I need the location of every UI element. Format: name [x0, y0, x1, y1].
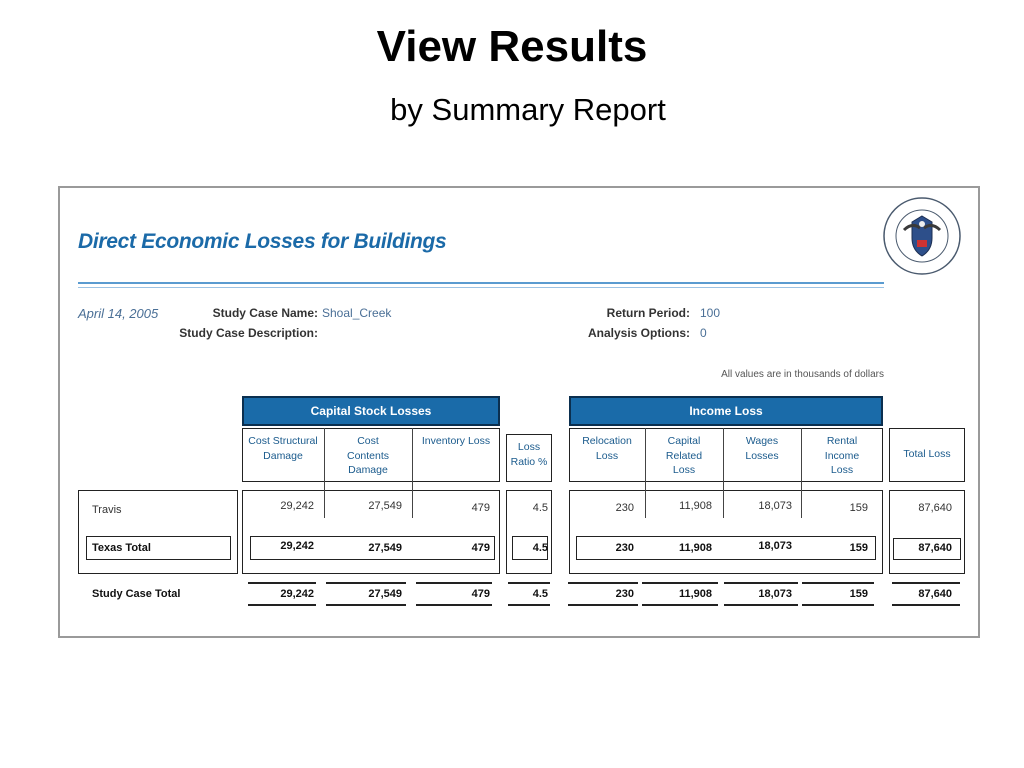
- total-top-line: [642, 582, 718, 584]
- total-top-line: [326, 582, 406, 584]
- income-loss-header: Income Loss: [569, 396, 883, 426]
- total-top-line: [802, 582, 874, 584]
- return-period-value: 100: [700, 306, 721, 320]
- texas-wages: 18,073: [758, 540, 792, 552]
- col-loss-ratio: Loss Ratio %: [510, 441, 548, 468]
- total-bottom-line: [892, 604, 960, 606]
- col-inventory-loss: Inventory Loss: [421, 435, 491, 447]
- study-rental: 159: [849, 588, 868, 600]
- travis-contents: 27,549: [368, 500, 402, 512]
- total-bottom-line: [416, 604, 492, 606]
- total-top-line: [508, 582, 550, 584]
- total-top-line: [416, 582, 492, 584]
- texas-capital-related: 11,908: [678, 542, 712, 554]
- travis-wages: 18,073: [758, 500, 792, 512]
- slide-subtitle: by Summary Report: [390, 92, 666, 127]
- col-divider: [723, 428, 724, 518]
- row-label-box: [78, 490, 238, 574]
- col-divider: [324, 428, 325, 518]
- total-top-line: [568, 582, 638, 584]
- study-case-description-label: Study Case Description:: [179, 326, 318, 340]
- row-label-texas-total: Texas Total: [92, 542, 151, 554]
- report-date: April 14, 2005: [78, 306, 159, 321]
- title-rule-thin: [78, 287, 884, 288]
- col-wages-losses: Wages Losses: [745, 435, 779, 462]
- col-divider: [801, 428, 802, 518]
- return-period-label: Return Period:: [606, 306, 690, 320]
- study-case-name-label: Study Case Name:: [212, 306, 318, 320]
- report-title: Direct Economic Losses for Buildings: [78, 230, 447, 253]
- study-relocation: 230: [615, 588, 634, 600]
- analysis-options-label: Analysis Options:: [587, 326, 690, 340]
- capital-stock-losses-header: Capital Stock Losses: [242, 396, 500, 426]
- units-note: All values are in thousands of dollars: [721, 369, 884, 380]
- total-top-line: [724, 582, 798, 584]
- total-bottom-line: [508, 604, 550, 606]
- row-label-study-case-total: Study Case Total: [92, 588, 181, 600]
- dhs-seal-icon: [882, 196, 962, 276]
- col-cost-structural-damage: Cost Structural Damage: [248, 435, 318, 462]
- total-bottom-line: [326, 604, 406, 606]
- travis-relocation: 230: [615, 502, 634, 514]
- total-bottom-line: [568, 604, 638, 606]
- texas-total: 87,640: [918, 542, 952, 554]
- title-rule: [78, 282, 884, 284]
- texas-relocation: 230: [615, 542, 634, 554]
- total-bottom-line: [724, 604, 798, 606]
- travis-inventory: 479: [471, 502, 490, 514]
- study-capital-related: 11,908: [678, 588, 712, 600]
- study-structural: 29,242: [280, 588, 314, 600]
- travis-capital-related: 11,908: [679, 500, 712, 512]
- col-cost-contents-damage: Cost Contents Damage: [346, 435, 390, 476]
- total-bottom-line: [642, 604, 718, 606]
- study-loss-ratio: 4.5: [532, 588, 548, 600]
- texas-loss-ratio: 4.5: [532, 542, 548, 554]
- report-panel: [58, 186, 980, 638]
- travis-loss-ratio: 4.5: [532, 502, 548, 514]
- travis-rental: 159: [849, 502, 868, 514]
- col-total-loss: Total Loss: [903, 448, 951, 460]
- total-top-line: [248, 582, 316, 584]
- travis-structural: 29,242: [280, 500, 314, 512]
- texas-inventory: 479: [471, 542, 490, 554]
- study-contents: 27,549: [368, 588, 402, 600]
- study-wages: 18,073: [758, 588, 792, 600]
- col-divider: [412, 428, 413, 518]
- travis-total: 87,640: [918, 502, 952, 514]
- texas-rental: 159: [849, 542, 868, 554]
- texas-contents: 27,549: [368, 542, 402, 554]
- texas-structural: 29,242: [280, 540, 314, 552]
- total-bottom-line: [802, 604, 874, 606]
- analysis-options-value: 0: [700, 326, 707, 340]
- total-top-line: [892, 582, 960, 584]
- col-relocation-loss: Relocation Loss: [582, 435, 632, 462]
- col-divider: [645, 428, 646, 518]
- col-capital-related-loss: Capital Related Loss: [665, 435, 703, 476]
- study-case-name-value: Shoal_Creek: [322, 306, 392, 320]
- slide-title: View Results: [376, 22, 648, 71]
- row-label-travis: Travis: [92, 504, 122, 516]
- study-inventory: 479: [471, 588, 490, 600]
- total-bottom-line: [248, 604, 316, 606]
- col-rental-income-loss: Rental Income Loss: [824, 435, 860, 476]
- study-total: 87,640: [918, 588, 952, 600]
